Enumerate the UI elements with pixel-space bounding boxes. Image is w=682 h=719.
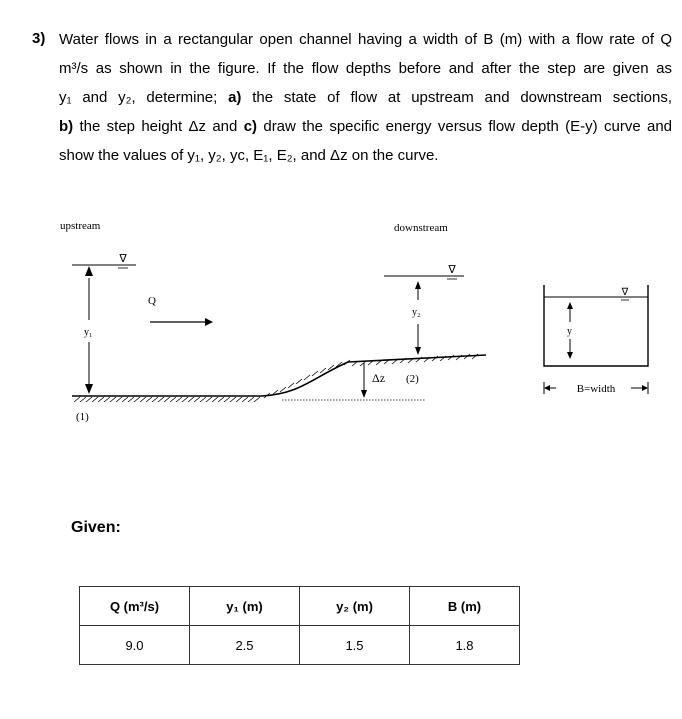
part-c-marker: c) [243, 118, 258, 135]
given-value-y1: 2.5 [190, 626, 300, 665]
y2-arrow-up-icon [415, 281, 421, 289]
given-header-q: Q (m³/s) [80, 587, 190, 626]
section2-label: (2) [406, 373, 419, 385]
channel-bed [72, 355, 486, 396]
dz-label: Δz [372, 371, 386, 385]
given-value-y2: 1.5 [300, 626, 410, 665]
given-header-y2: y₂ (m) [300, 587, 410, 626]
downstream-water-symbol: ∇ [448, 264, 456, 276]
section1-label: (1) [76, 411, 89, 423]
problem-line-1: Water flows in a rectangular open channel having a width of B (m) with a flow rate of Q [59, 31, 672, 48]
y-arrow-up-icon [567, 302, 573, 309]
y2-arrow-down-icon [415, 347, 421, 355]
upstream-label: upstream [60, 220, 101, 232]
y-arrow-down-icon [567, 352, 573, 359]
part-b-marker: b) [59, 118, 74, 135]
problem-line-4-d: draw the specific energy versus flow depth (E-y) curve and [257, 118, 673, 135]
problem-line-2: m³/s as shown in the figure. If the flow depths before and after the step are given as [59, 60, 672, 77]
given-table [79, 586, 520, 665]
y1-label: y₁ [84, 327, 93, 338]
given-table-value-row [80, 626, 520, 665]
given-table-header-row [80, 587, 520, 626]
part-a-marker: a) [228, 89, 242, 106]
dz-arrow-down-icon [361, 390, 367, 398]
problem-line-3-c: the state of flow at upstream and downstream sections, [241, 89, 672, 106]
problem-line-3-a: y₁ and y₂, determine; [59, 89, 229, 106]
y2-label: y₂ [412, 307, 421, 318]
given-label: Given: [71, 519, 121, 536]
downstream-label: downstream [394, 222, 448, 234]
cross-section-water-symbol: ∇ [621, 287, 629, 298]
width-label: B=width [576, 383, 616, 395]
y1-arrow-down-icon [85, 384, 93, 394]
given-value-q: 9.0 [80, 626, 190, 665]
problem-line-4-b: the step height Δz and [73, 118, 244, 135]
given-value-b: 1.8 [410, 626, 520, 665]
problem-line-5: show the values of y₁, y₂, yc, E₁, E₂, and Δz on the curve. [59, 147, 439, 164]
question-number: 3) [32, 30, 46, 47]
y1-arrow-up-icon [85, 266, 93, 276]
cross-section-y-label: y [567, 326, 572, 337]
flow-label: Q [148, 295, 156, 307]
upstream-water-symbol: ∇ [119, 253, 127, 265]
given-header-b: B (m) [410, 587, 520, 626]
given-header-y1: y₁ (m) [190, 587, 300, 626]
